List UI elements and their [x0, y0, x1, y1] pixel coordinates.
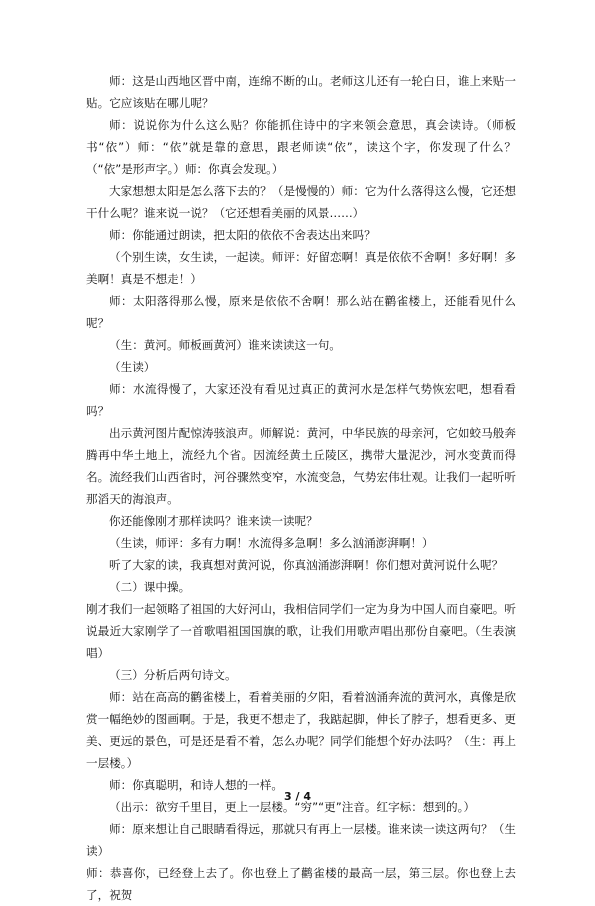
paragraph-3: 大家想想太阳是怎么落下去的？（是慢慢的）师：它为什么落得这么慢，它还想干什么呢？谁来说一说？（它还想看美丽的风景……） — [86, 184, 516, 220]
paragraph-13: 听了大家的读，我真想对黄河说，你真汹涌澎湃啊！你们想对黄河说什么呢？ — [109, 558, 504, 572]
paragraph-7: （生：黄河。师板画黄河）谁来读读这一句。 — [109, 338, 341, 352]
paragraph-15: 刚才我们一起领略了祖国的大好河山，我相信同学们一定为身为中国人而自豪吧。听说最近大家刚学了一首歌唱祖国国旗的歌，让我们用歌声唱出那份自豪吧。（生表演唱） — [86, 602, 516, 660]
paragraph-17: 师：站在高高的鹳雀楼上，看着美丽的夕阳，看着汹涌奔流的黄河水，真像是欣赏一幅绝妙的图画啊。于是，我更不想走了，我踮起脚，伸长了脖子，想看更多、更美、更远的景色，可是还是看不着，怎么办呢？同学们能想个好办法吗？（生：再上一层楼。） — [86, 690, 516, 770]
paragraph-1: 师：这是山西地区晋中南，连绵不断的山。老师这儿还有一轮白日，谁上来贴一贴。它应该贴在哪儿呢？ — [86, 74, 516, 110]
section-heading-class-exercise: （二）课中操。 — [109, 580, 191, 594]
paragraph-18: 师：你真聪明，和诗人想的一样。 — [109, 778, 283, 792]
paragraph-4: 师：你能通过朗读，把太阳的依依不舍表达出来吗？ — [109, 228, 376, 242]
document-body — [86, 70, 516, 906]
paragraph-10: 出示黄河图片配惊涛骇浪声。师解说：黄河，中华民族的母亲河，它如蛟马般奔腾再中华土地上，流经九个省。因流经黄土丘陵区，携带大量泥沙，河水变黄而得名。流经我们山西省时，河谷骤然变窄，水流变急，气势宏伟壮观。让我们一起听听那滔天的海浪声。 — [86, 426, 516, 506]
paragraph-20: 师：原来想让自己眼睛看得远，那就只有再上一层楼。谁来读一读这两句？（生读） — [86, 822, 516, 858]
paragraph-19: （出示：欲穷千里目，更上一层楼。“穷”“更”注音。红字标：想到的。） — [109, 800, 476, 814]
paragraph-12: （生读，师评：多有力啊！水流得多急啊！多么汹涌澎湃啊！） — [109, 536, 434, 550]
paragraph-2: 师：说说你为什么这么贴？你能抓住诗中的字来领会意思，真会读诗。（师板书“依”）师：“依”就是靠的意思，跟老师读“依”，读这个字，你发现了什么？（“依”是形声字。）师：你真会发现。） — [86, 118, 516, 176]
paragraph-8: （生读） — [109, 360, 156, 374]
paragraph-11: 你还能像刚才那样读吗？谁来读一读呢？ — [109, 514, 318, 528]
paragraph-21: 师：恭喜你，已经登上去了。你也登上了鹳雀楼的最高一层，第三层。你也登上去了，祝贺 — [86, 866, 516, 902]
section-heading-analysis: （三）分析后两句诗文。 — [109, 668, 237, 682]
paragraph-9: 师：水流得慢了，大家还没有看见过真正的黄河水是怎样气势恢宏吧，想看看吗？ — [86, 382, 516, 418]
page-number: 3 / 4 — [284, 790, 311, 803]
paragraph-5: （个别生读，女生读，一起读。师评：好留恋啊！真是依依不舍啊！多好啊！多美啊！真是不想走！） — [86, 250, 516, 286]
paragraph-6: 师：太阳落得那么慢，原来是依依不舍啊！那么站在鹳雀楼上，还能看见什么呢？ — [86, 294, 516, 330]
